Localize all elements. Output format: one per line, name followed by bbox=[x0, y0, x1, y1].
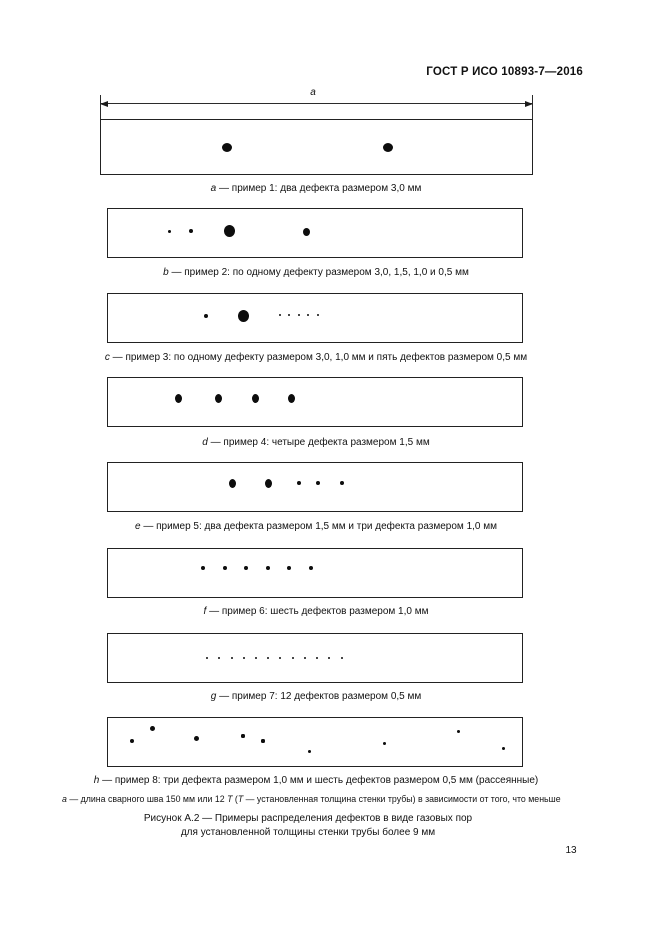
footnote-symbol-T: T bbox=[237, 794, 244, 804]
weld-strip-example-2 bbox=[107, 208, 523, 258]
caption-letter: a bbox=[210, 183, 217, 194]
document-header: ГОСТ Р ИСО 10893-7—2016 bbox=[426, 66, 583, 78]
footnote bbox=[62, 794, 561, 804]
caption-text: — пример 8: три дефекта размером 1,0 мм и шесть дефектов размером 0,5 мм (рассеянные) bbox=[102, 775, 539, 786]
footnote-text: ( bbox=[232, 794, 238, 804]
caption-text: — пример 2: по одному дефекту размером 3,0, 1,5, 1,0 и 0,5 мм bbox=[171, 267, 469, 278]
caption-letter: e bbox=[134, 521, 141, 532]
caption-letter: h bbox=[93, 775, 100, 786]
footnote-symbol-T: T bbox=[227, 794, 233, 804]
weld-strip-example-5 bbox=[107, 462, 523, 512]
footnote-letter: a bbox=[62, 794, 67, 804]
caption-example-3 bbox=[0, 352, 632, 363]
caption-example-4 bbox=[0, 437, 632, 448]
caption-text: — пример 6: шесть дефектов размером 1,0 мм bbox=[209, 606, 429, 617]
dimension-arrowhead-left-icon bbox=[100, 101, 108, 107]
caption-example-8 bbox=[0, 775, 632, 786]
dimension-extension-line-right bbox=[532, 95, 533, 120]
dimension-line bbox=[100, 103, 533, 104]
caption-letter: g bbox=[210, 691, 217, 702]
weld-strip-example-6 bbox=[107, 548, 523, 598]
caption-text: — пример 4: четыре дефекта размером 1,5 мм bbox=[210, 437, 430, 448]
caption-example-6 bbox=[0, 606, 632, 617]
caption-text: — пример 3: по одному дефекту размером 3,0, 1,0 мм и пять дефектов размером 0,5 мм bbox=[112, 352, 528, 363]
weld-strip-example-1 bbox=[100, 119, 533, 175]
figure-caption-line-2: для установленной толщины стенки трубы более 9 мм bbox=[180, 827, 436, 838]
caption-letter: f bbox=[203, 606, 207, 617]
caption-example-7 bbox=[0, 691, 632, 702]
caption-example-1 bbox=[0, 183, 632, 194]
dimension-extension-line-left bbox=[100, 95, 101, 120]
page-number: 13 bbox=[565, 845, 577, 856]
dimension-label: a bbox=[310, 87, 316, 98]
caption-example-2 bbox=[0, 267, 632, 278]
caption-example-5 bbox=[0, 521, 632, 532]
caption-letter: c bbox=[104, 352, 110, 363]
figure-caption-line-1: Рисунок А.2 — Примеры распределения дефектов в виде газовых пор bbox=[143, 813, 473, 824]
dimension-arrowhead-right-icon bbox=[525, 101, 533, 107]
weld-strip-example-7 bbox=[107, 633, 523, 683]
caption-letter: b bbox=[163, 267, 169, 278]
footnote-text: — установленная толщина стенки трубы) в зависимости от того, что меньше bbox=[243, 794, 561, 804]
caption-letter: d bbox=[202, 437, 208, 448]
weld-strip-example-8 bbox=[107, 717, 523, 767]
caption-text: — пример 1: два дефекта размером 3,0 мм bbox=[219, 183, 422, 194]
footnote-text: — длина сварного шва 150 мм или 12 bbox=[69, 794, 228, 804]
weld-strip-example-3 bbox=[107, 293, 523, 343]
caption-text: — пример 5: два дефекта размером 1,5 мм и три дефекта размером 1,0 мм bbox=[143, 521, 498, 532]
weld-strip-example-4 bbox=[107, 377, 523, 427]
caption-text: — пример 7: 12 дефектов размером 0,5 мм bbox=[219, 691, 422, 702]
